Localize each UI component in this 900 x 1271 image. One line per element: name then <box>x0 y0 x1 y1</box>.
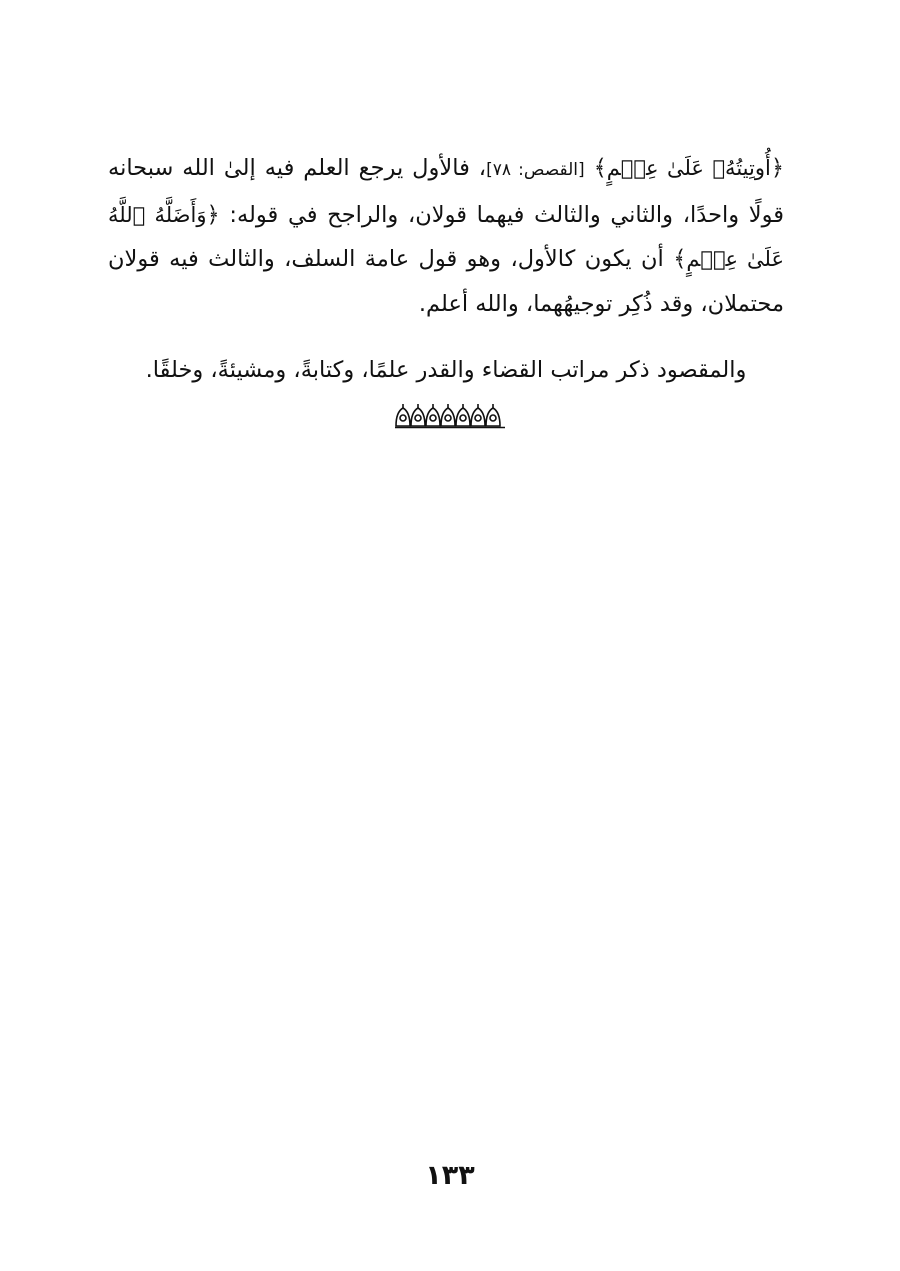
summary-line: والمقصود ذكر مراتب القضاء والقدر علمًا، وكتابةً، ومشيئةً، وخلقًا. <box>145 357 747 383</box>
paragraph-1 <box>108 146 784 326</box>
paragraph-text-1: ، فالأول يرجع العلم فيه إلىٰ الله سبحانه قولًا واحدًا، والثاني والثالث فيهما قولان، والراجح في قوله: <box>108 155 785 228</box>
page-number: ١٣٣ <box>425 1160 475 1191</box>
quran-bracket-open: ﴿ <box>206 201 220 228</box>
paragraph-text-2: أن يكون كالأول، وهو قول عامة السلف، والثالث فيه قولان محتملان، وقد ذُكِر توجيهُهما، والله أعلم. <box>108 246 784 317</box>
quran-bracket-close: ﴾ <box>673 246 687 272</box>
quran-verse-2: وَأَضَلَّهُ ٱللَّهُ عَلَىٰ عِلۡمٍ <box>108 202 785 271</box>
verse-reference: [القصص: ٧٨] <box>486 160 585 180</box>
quran-bracket-open: ﴿ <box>770 155 784 181</box>
quran-bracket-close: ﴾ <box>593 155 607 181</box>
main-paragraph <box>108 146 784 326</box>
ornament-icon <box>394 402 506 430</box>
section-divider-ornament <box>394 402 506 430</box>
quran-verse-1: أُوتِيتُهُۥ عَلَىٰ عِلۡمٍ <box>606 156 771 180</box>
